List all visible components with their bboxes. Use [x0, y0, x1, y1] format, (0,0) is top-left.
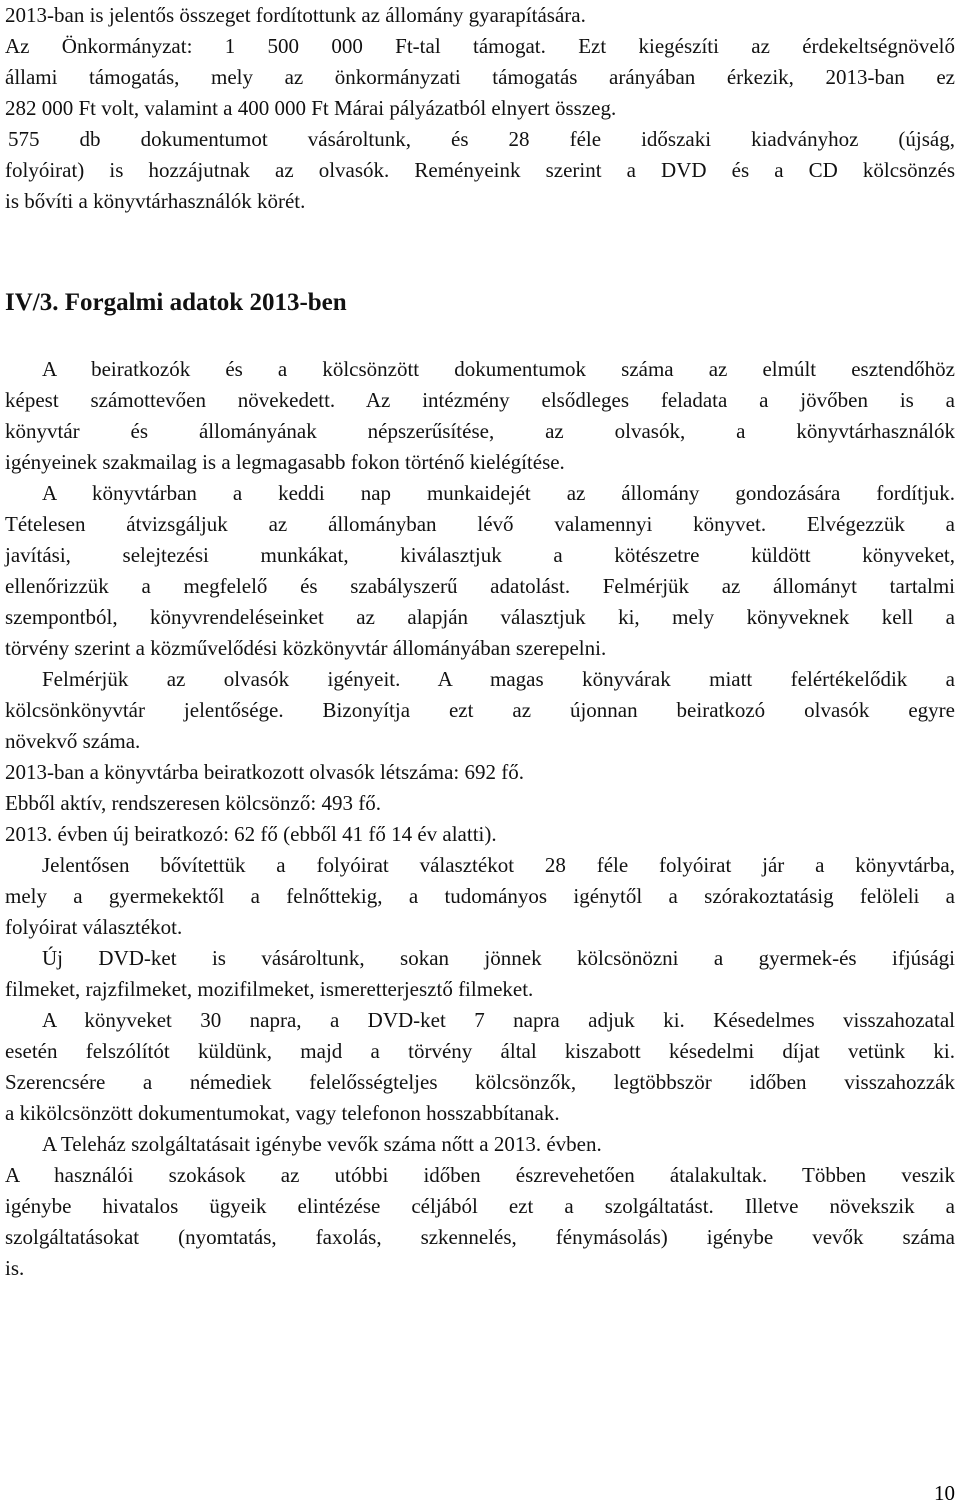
- text-line: igényeinek szakmailag is a legmagasabb fokon történő kielégítése.: [5, 450, 565, 474]
- text-line: igénybe hivatalos ügyeik elintézése céljából ezt a szolgáltatást. Illetve növekszik a: [5, 1194, 955, 1218]
- text-line: állami támogatás, mely az önkormányzati támogatás arányában érkezik, 2013-ban ez: [5, 65, 955, 89]
- text-line: A könyveket 30 napra, a DVD-ket 7 napra adjuk ki. Késedelmes visszahozatal: [42, 1008, 955, 1032]
- text-line: törvény szerint a közművelődési közkönyvtár állományában szerepelni.: [5, 636, 607, 660]
- text-line: képest számottevően növekedett. Az intézmény elsődleges feladata a jövőben is a: [5, 388, 955, 412]
- text-line: mely a gyermekektől a felnőttekig, a tudományos igénytől a szórakoztatásig felöleli a: [5, 884, 955, 908]
- text-line: Tételesen átvizsgáljuk az állományban lévő valamennyi könyvet. Elvégezzük a: [5, 512, 955, 536]
- page-number: 10: [934, 1481, 955, 1505]
- text-line: szempontból, könyvrendeléseinket az alapján választjuk ki, mely könyveknek kell a: [5, 605, 955, 629]
- text-line: filmeket, rajzfilmeket, mozifilmeket, ismeretterjesztő filmeket.: [5, 977, 534, 1001]
- text-line: könyvtár és állományának népszerűsítése, az olvasók, a könyvtárhasználók: [5, 419, 955, 443]
- section-heading: IV/3. Forgalmi adatok 2013-ben: [5, 289, 347, 316]
- text-line: is.: [5, 1256, 25, 1280]
- text-line: Az Önkormányzat: 1 500 000 Ft-tal támogat. Ezt kiegészíti az érdekeltségnövelő: [5, 34, 955, 58]
- text-line: 2013-ban is jelentős összeget fordítottunk az állomány gyarapítására.: [5, 3, 586, 27]
- text-line: javítási, selejtezési munkákat, kiválasztjuk a kötészetre küldött könyveket,: [5, 543, 955, 567]
- text-line: 575 db dokumentumot vásároltunk, és 28 féle időszaki kiadványhoz (újság,: [8, 127, 955, 151]
- text-line: növekvő száma.: [5, 729, 141, 753]
- text-line: A könyvtárban a keddi nap munkaidejét az állomány gondozására fordítjuk.: [42, 481, 955, 505]
- text-line: folyóirat) is hozzájutnak az olvasók. Reményeink szerint a DVD és a CD kölcsönzés: [5, 158, 955, 182]
- text-line: 2013-ban a könyvtárba beiratkozott olvasók létszáma: 692 fő.: [5, 760, 525, 784]
- text-line: A beiratkozók és a kölcsönzött dokumentumok száma az elmúlt esztendőhöz: [42, 357, 955, 381]
- text-line: A Teleház szolgáltatásait igénybe vevők száma nőtt a 2013. évben.: [42, 1132, 602, 1156]
- text-line: A használói szokások az utóbbi időben észrevehetően átalakultak. Többen veszik: [5, 1163, 955, 1187]
- text-line: szolgáltatásokat (nyomtatás, faxolás, szkennelés, fénymásolás) igénybe vevők száma: [5, 1225, 955, 1249]
- text-line: 282 000 Ft volt, valamint a 400 000 Ft Márai pályázatból elnyert összeg.: [5, 96, 617, 120]
- text-line: kölcsönkönyvtár jelentősége. Bizonyítja ezt az újonnan beiratkozó olvasók egyre: [5, 698, 955, 722]
- text-line: Felmérjük az olvasók igényeit. A magas könyvárak miatt felértékelődik a: [42, 667, 955, 691]
- text-line: a kikölcsönzött dokumentumokat, vagy telefonon hosszabbítanak.: [5, 1101, 560, 1125]
- text-line: ellenőrizzük a megfelelő és szabályszerű adatolást. Felmérjük az állományt tartalmi: [5, 574, 955, 598]
- text-line: folyóirat választékot.: [5, 915, 183, 939]
- text-line: Jelentősen bővítettük a folyóirat választékot 28 féle folyóirat jár a könyvtárba,: [42, 853, 955, 877]
- text-line: 2013. évben új beiratkozó: 62 fő (ebből 41 fő 14 év alatti).: [5, 822, 497, 846]
- text-line: Szerencsére a némediek felelősségteljes kölcsönzők, legtöbbször időben visszahozzák: [5, 1070, 955, 1094]
- text-line: Új DVD-ket is vásároltunk, sokan jönnek kölcsönözni a gyermek-és ifjúsági: [42, 946, 955, 970]
- text-line: Ebből aktív, rendszeresen kölcsönző: 493 fő.: [5, 791, 381, 815]
- text-line: esetén felszólítót küldünk, majd a törvény által kiszabott késedelmi díjat vetünk ki.: [5, 1039, 955, 1063]
- text-line: is bővíti a könyvtárhasználók körét.: [5, 189, 306, 213]
